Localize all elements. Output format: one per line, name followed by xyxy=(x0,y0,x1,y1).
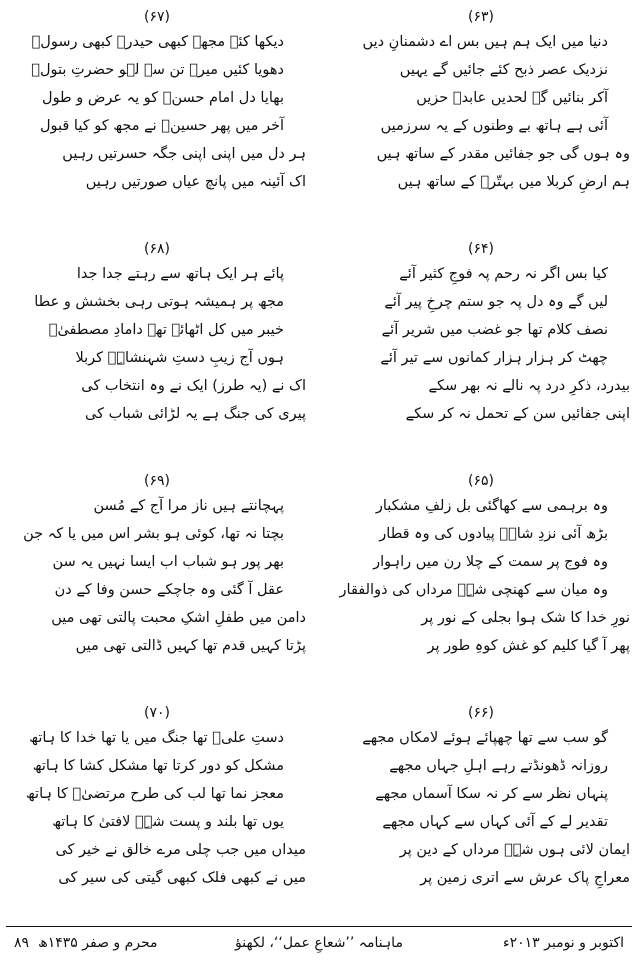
couplet-line: وہ ہوں گی جو جفائیں مقدر کے ساتھ ہیں xyxy=(376,146,630,162)
right-column xyxy=(332,6,630,926)
verse-line: دیکھا کئے مجھے کبھی حیدرؑ کبھی رسولؐ xyxy=(31,34,284,50)
magazine-name: ماہنامہ ’’شعاعِ عمل‘‘، لکھنؤ xyxy=(235,935,403,951)
verse-line: وہ برہمی سے کھاگئی بل زلفِ مشکبار xyxy=(375,498,608,514)
verse-line: وہ میان سے کھنچی شہِؑ مرداں کی ذوالفقار xyxy=(339,582,608,598)
marsiya-page xyxy=(8,6,630,926)
left-column xyxy=(8,6,306,926)
couplet-line: بیدرد، ذکرِ درد پہ نالے نہ بھر سکے xyxy=(428,378,630,394)
couplet-line: ہر دل میں اپنی اپنی جگہ حسرتیں رہیں xyxy=(62,146,306,162)
footer-divider xyxy=(6,926,632,927)
verse-line: تقدیر لے کے آئی کہاں سے کہاں مجھے xyxy=(382,814,608,830)
verse-line: خیبر میں کل اٹھائے تھے دامادِ مصطفیٰؐ xyxy=(48,322,284,338)
verse-line: آئی ہے ہاتھ بے وطنوں کے یہ سرزمیں xyxy=(380,118,608,134)
verse-line: پنہاں نظر سے کر نہ سکا آسماں مجھے xyxy=(375,786,608,802)
stanza-66 xyxy=(332,702,630,934)
verse-line: پہچانتے ہیں ناز مرا آج کے مُسن xyxy=(93,498,284,514)
verse-line: بچتا نہ تھا، کوئی ہو بشر اس میں یا کہ جن xyxy=(23,526,284,542)
verse-line: ہوں آج زیبِ دستِ شہنشاہِؑ کربلا xyxy=(75,350,284,366)
stanza-64 xyxy=(332,238,630,470)
issue-date: اکتوبر و نومبر ۲۰۱۳ء xyxy=(503,935,624,951)
stanza-number: (۶۷) xyxy=(144,9,170,25)
hijri-date: محرم و صفر ۱۴۳۵ھ xyxy=(37,935,158,951)
verse-line: عقل آ گئی وہ جاچکے حسن وفا کے دن xyxy=(54,582,284,598)
verse-line: آکر بنائیں گے لحدیں عابدؑ حزیں xyxy=(416,90,608,106)
verse-line: یوں تھا بلند و پست شہِؑ لافتیٰ کا ہاتھ xyxy=(52,814,284,830)
stanza-67 xyxy=(8,6,306,238)
couplet-line: میں نے کبھی فلک کبھی گیتی کی سیر کی xyxy=(58,870,306,886)
stanza-number: (۶۶) xyxy=(468,705,494,721)
couplet-line: ایمان لائی ہوں شہِؑ مرداں کے دین پر xyxy=(399,842,630,858)
couplet-line: میداں میں جب چلی مرے خالق نے خیر کی xyxy=(55,842,306,858)
verse-line: آخر میں پھر حسینؑ نے مجھ کو کیا قبول xyxy=(39,118,284,134)
verse-line: معجز نما تھا لب کی طرح مرتضیٰؑ کا ہاتھ xyxy=(25,786,284,802)
couplet-line: اک نے (یہ طرز) ایک نے وہ انتخاب کی xyxy=(81,378,306,394)
verse-line: نصف کلام تھا جو غضب میں شریر آئے xyxy=(381,322,608,338)
verse-line: دھویا کئیں میرے تن سے لہو حضرتِ بتولؑ xyxy=(31,62,284,78)
couplet-line: پیری کی جنگ ہے یہ لڑائی شباب کی xyxy=(84,406,306,422)
stanza-68 xyxy=(8,238,306,470)
couplet-line: ہم ارضِ کربلا میں بہتّرؑ کے ساتھ ہیں xyxy=(397,174,630,190)
verse-line: نزدیک عصر ذبح کئے جائیں گے یہیں xyxy=(399,62,608,78)
verse-line: کیا بس اگر نہ رحم پہ فوجِ کثیر آئے xyxy=(399,266,608,282)
page-number: ۸۹ xyxy=(14,935,30,951)
stanza-number: (۶۵) xyxy=(468,473,494,489)
couplet-line: اپنی جفائیں سن کے تحمل نہ کر سکے xyxy=(405,406,630,422)
page-footer xyxy=(14,930,624,956)
verse-line: دنیا میں ایک ہم ہیں بس اے دشمنانِ دیں xyxy=(362,34,608,50)
couplet-line: پڑتا کہیں قدم تھا کہیں ڈالتی تھی میں xyxy=(75,638,306,654)
verse-line: مشکل کو دور کرتا تھا مشکل کشا کا ہاتھ xyxy=(32,758,284,774)
couplet-line: نورِ خدا کا شک ہوا بجلی کے نور پر xyxy=(421,610,630,626)
stanza-70 xyxy=(8,702,306,934)
couplet-line: معراجِ پاک عرش سے اتری زمین پر xyxy=(420,870,630,886)
verse-line: بھر پور ہو شباب اب ایسا نہیں یہ سن xyxy=(52,554,284,570)
couplet-line: اک آئینہ میں پانچ عیاں صورتیں رہیں xyxy=(85,174,306,190)
verse-line: پائے ہر ایک ہاتھ سے رہتے جدا جدا xyxy=(76,266,284,282)
verse-line: گو سب سے تھا چھپائے ہوئے لامکاں مجھے xyxy=(362,730,608,746)
stanza-number: (۶۴) xyxy=(468,241,494,257)
verse-line: روزانہ ڈھونڈتے رہے اہلِ جہاں مجھے xyxy=(389,758,608,774)
verse-line: بھایا دل امام حسنؑ کو یہ عرض و طول xyxy=(42,90,284,106)
verse-line: وہ فوج پر سمت کے چلا رن میں راہوار xyxy=(373,554,608,570)
verse-line: چھٹ کر ہزار ہزار کمانوں سے تیر آئے xyxy=(380,350,608,366)
couplet-line: دامن میں طفلِ اشکِ محبت پالتی تھی میں xyxy=(51,610,306,626)
verse-line: لیں گے وہ دل پہ جو ستم چرخِ پیر آئے xyxy=(384,294,608,310)
stanza-number: (۶۳) xyxy=(468,9,494,25)
couplet-line: پھر آ گیا کلیم کو غش کوہِ طور پر xyxy=(427,638,630,654)
stanza-65 xyxy=(332,470,630,702)
stanza-number: (۶۹) xyxy=(144,473,170,489)
stanza-63 xyxy=(332,6,630,238)
verse-line: مجھ پر ہمیشہ ہوتی رہی بخشش و عطا xyxy=(34,294,284,310)
verse-line: بڑھ آئی نزدِ شاہؑ پیادوں کی وہ قطار xyxy=(379,526,608,542)
hijri-date-and-page xyxy=(14,930,158,956)
verse-line: دستِ علیؑ تھا جنگ میں یا تھا خدا کا ہاتھ xyxy=(29,730,284,746)
stanza-number: (۶۸) xyxy=(144,241,170,257)
stanza-number: (۷۰) xyxy=(144,705,170,721)
stanza-69 xyxy=(8,470,306,702)
